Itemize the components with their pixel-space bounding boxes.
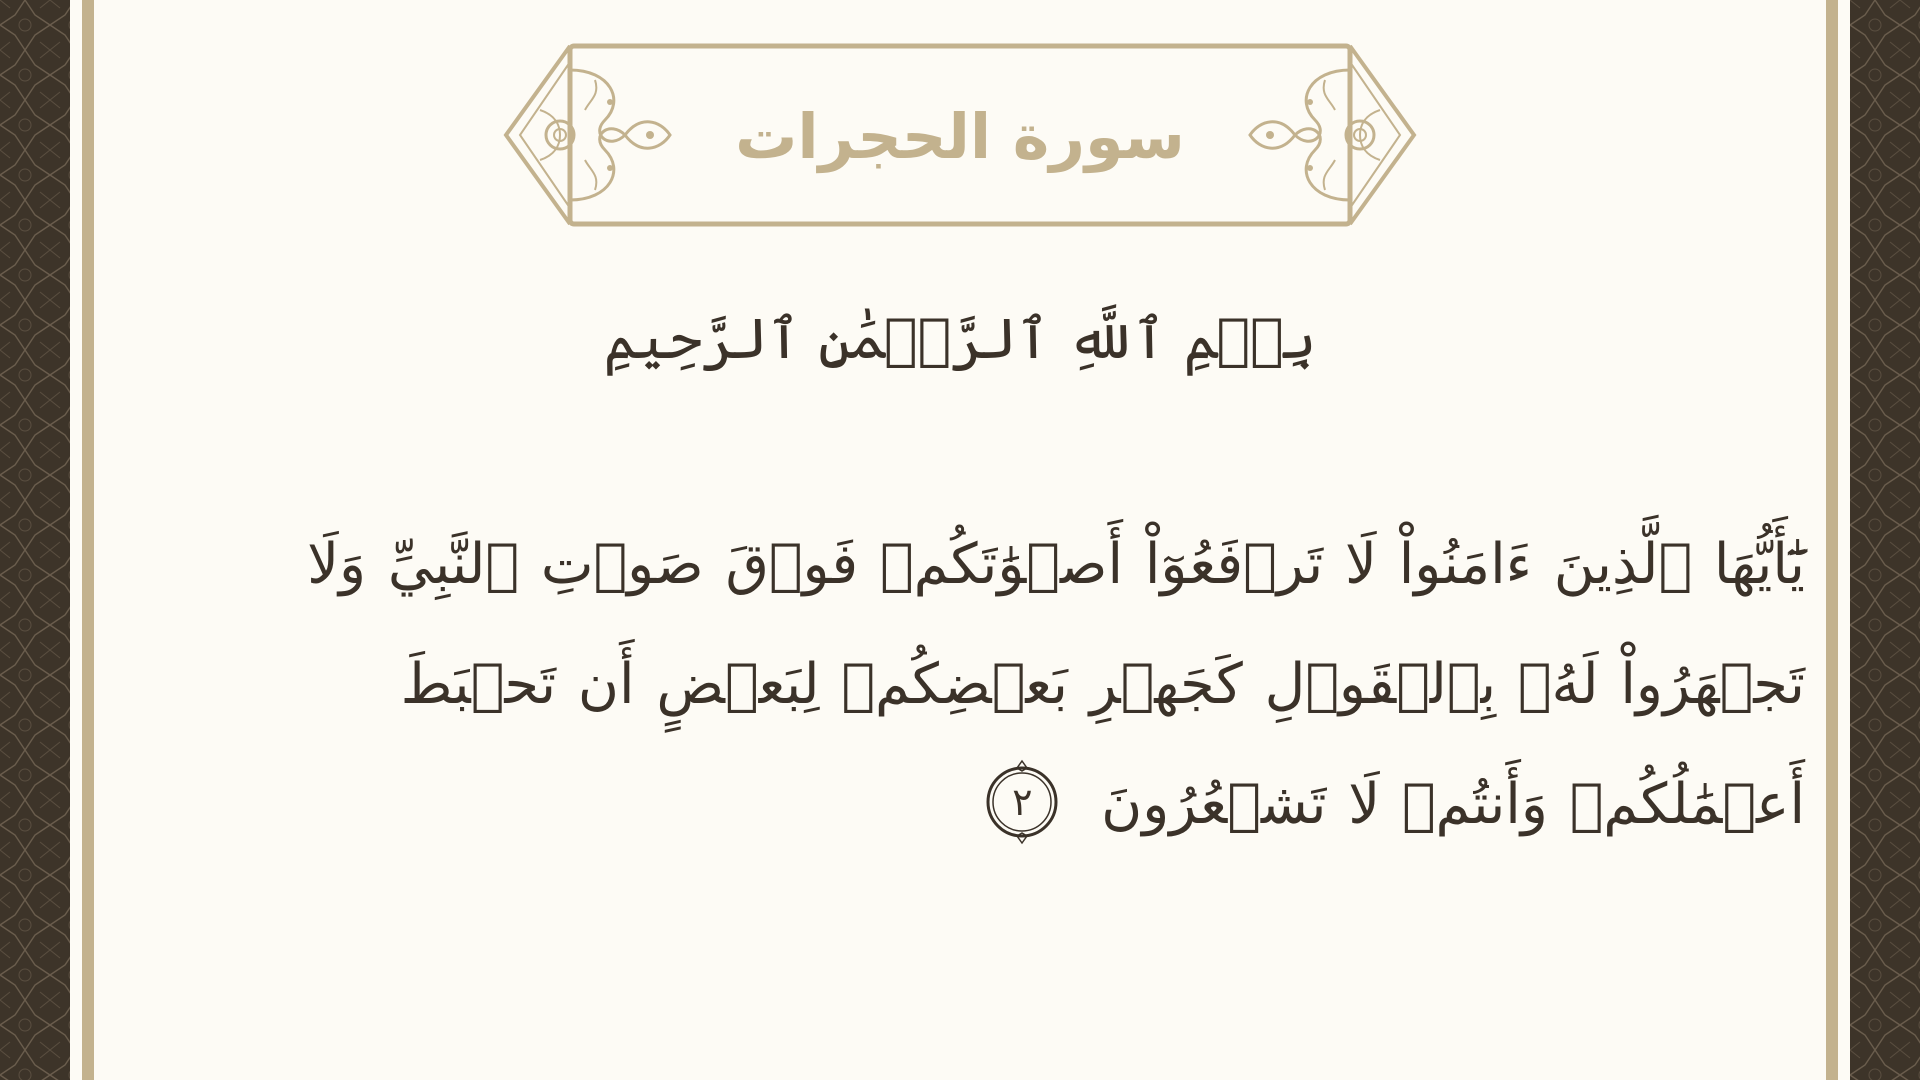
basmala: بِسۡمِ ٱللَّهِ ٱلرَّحۡمَٰنِ ٱلرَّحِيمِ: [603, 307, 1317, 372]
verse-end-marker: [979, 759, 1065, 845]
verse-text-block: [180, 505, 1805, 865]
right-ornamental-border: [1850, 0, 1920, 1080]
left-ornamental-border: [0, 0, 70, 1080]
verse-text: يَٰٓأَيُّهَا ٱلَّذِينَ ءَامَنُواْ لَا تَرۡفَعُوٓاْ أَصۡوَٰتَكُمۡ فَوۡقَ صَوۡتِ ٱلنَّبِيِّ وَلَا تَجۡهَرُواْ لَهُۥ بِٱلۡقَوۡلِ كَجَهۡرِ بَعۡضِكُمۡ لِبَعۡضٍ أَن تَحۡبَطَ أَعۡمَٰلُكُمۡ وَأَنتُمۡ لَا تَشۡعُرُونَ: [307, 532, 1805, 837]
verse-number: ٢: [1012, 780, 1033, 824]
surah-title-frame: [500, 40, 1420, 230]
surah-title: سورة الحجرات: [735, 100, 1185, 173]
right-gold-rule: [1826, 0, 1838, 1080]
left-gold-rule: [82, 0, 94, 1080]
